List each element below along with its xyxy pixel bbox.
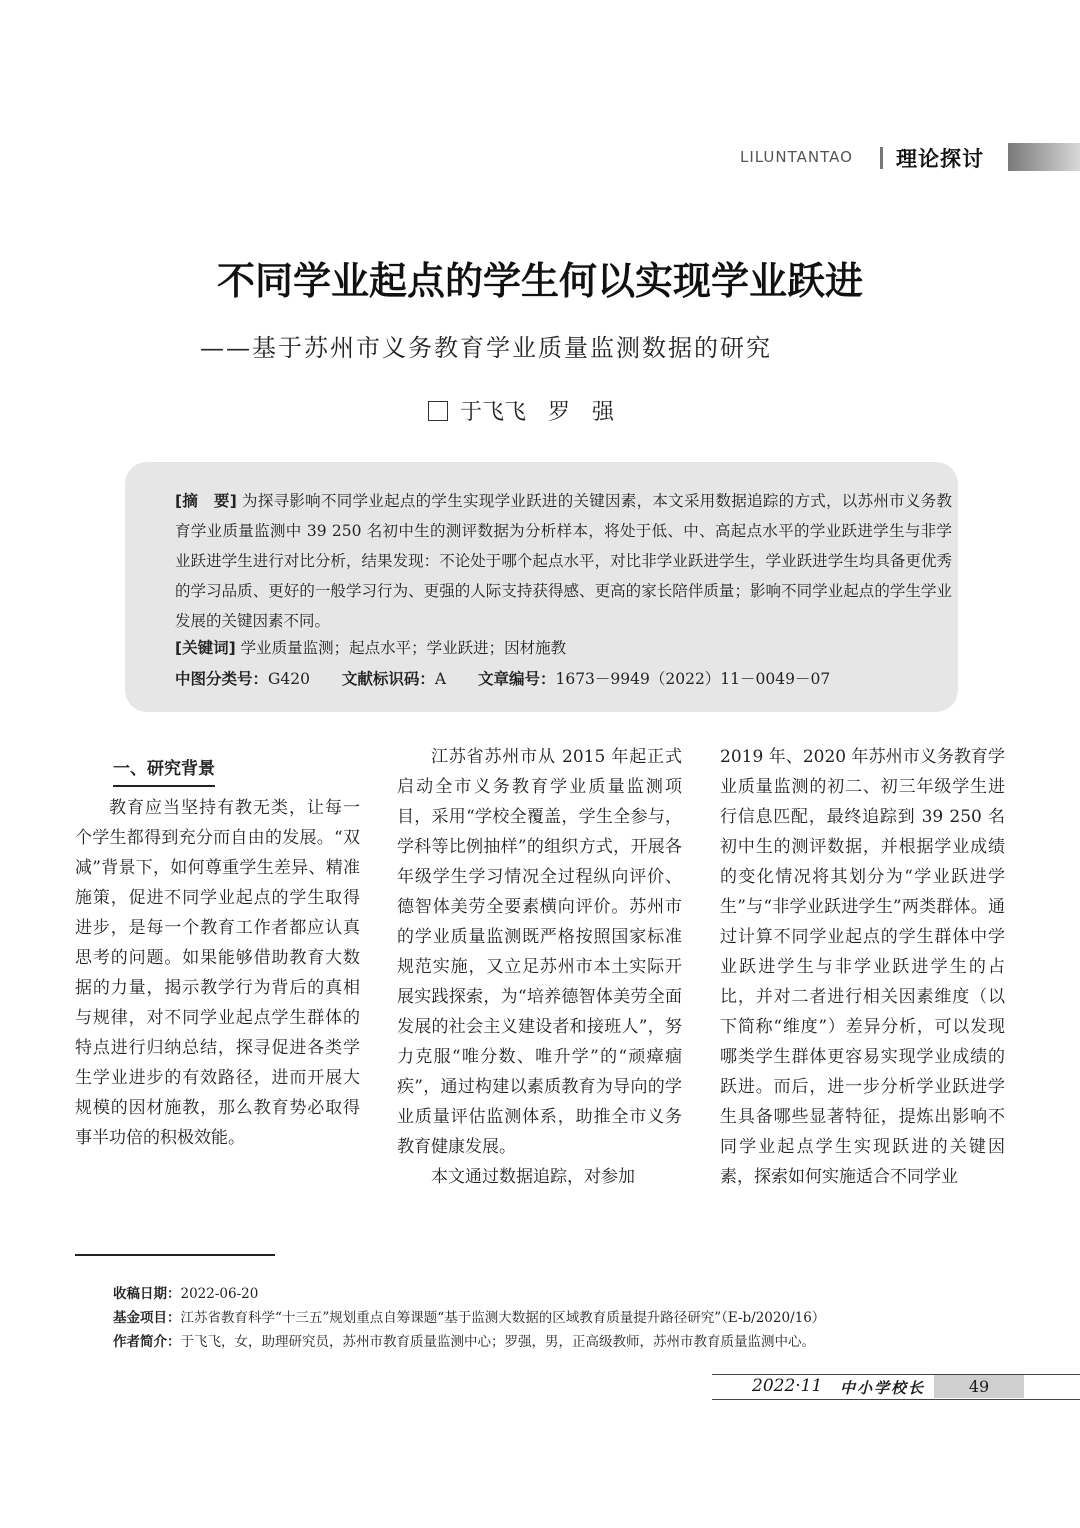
author-box-icon — [428, 401, 448, 421]
running-header — [740, 143, 1080, 173]
header-divider — [880, 147, 883, 169]
abstract — [137, 486, 952, 636]
author-info-text: 于飞飞，女，助理研究员，苏州市教育质量监测中心；罗强，男，正高级教师，苏州市教育质量监测中心。 — [180, 1334, 815, 1350]
author-info-label: 作者简介： — [113, 1334, 181, 1350]
column-1 — [75, 742, 360, 1153]
received-label: 收稿日期： — [113, 1286, 181, 1302]
journal-name: 中小学校长 — [840, 1379, 926, 1397]
footnote-author — [113, 1330, 815, 1350]
authors-line — [428, 395, 614, 426]
issue-number: 2022·11 — [752, 1376, 823, 1396]
paragraph: 2019 年、2020 年苏州市义务教育学业质量监测的初二、初三年级学生进行信息匹配，最终追踪到 39 250 名初中生的测评数据，并根据学业成绩的变化情况将其划分为“学业跃进学生”与“非学业跃进学生”两类群体。通过计算不同学业起点的学生群体中学业跃进学生与非学业跃进学生的占比，并对二者进行相关因素维度（以下简称“维度”）差异分析，可以发现哪类学生群体更容易实现学业成绩的跃进。而后，进一步分析学业跃进学生具备哪些显著特征，提炼出影响不同学业起点学生实现跃进的关键因素，探索如何实施适合不同学业 — [720, 747, 1005, 1187]
author-names: 于飞飞 罗 强 — [460, 400, 615, 425]
received-date: 2022-06-20 — [180, 1286, 259, 1302]
doc-code-label: 文献标识码： — [341, 670, 435, 688]
section-name-cn: 理论探讨 — [896, 147, 984, 171]
article-subtitle: ——基于苏州市义务教育学业质量监测数据的研究 — [200, 334, 772, 362]
keywords-line — [175, 636, 566, 658]
column-2 — [397, 742, 682, 1192]
doc-code-value: A — [434, 670, 447, 688]
footnote-rule — [75, 1254, 275, 1256]
paragraph: 教育应当坚持有教无类，让每一个学生都得到充分而自由的发展。“双减”背景下，如何尊重学生差异、精准施策，促进不同学业起点的学生取得进步，是每一个教育工作者都应认真思考的问题。如果能够借助教育大数据的力量，揭示教学行为背后的真相与规律，对不同学业起点学生群体的特点进行归纳总结，探寻促进各类学生学业进步的有效路径，进而开展大规模的因材施教，那么教育势必取得事半功倍的积极效能。 — [75, 798, 360, 1148]
footnote-received — [113, 1282, 258, 1302]
fund-text: 江苏省教育科学“十三五”规划重点自筹课题“基于监测大数据的区域教育质量提升路径研究”（E-b/2020/16） — [180, 1310, 826, 1326]
paragraph: 本文通过数据追踪，对参加 — [431, 1167, 635, 1187]
section-heading: 一、研究背景 — [113, 754, 215, 787]
clc-label: 中图分类号： — [175, 670, 269, 688]
clc-value: G420 — [268, 670, 310, 688]
section-name-en: LILUNTANTAO — [740, 148, 853, 166]
article-title: 不同学业起点的学生何以实现学业跃进 — [216, 259, 863, 303]
keywords-label: [关键词] — [175, 639, 236, 657]
keywords: 学业质量监测；起点水平；学业跃进；因材施教 — [240, 639, 567, 657]
page-number: 49 — [934, 1375, 1024, 1398]
article-no-label: 文章编号： — [477, 670, 556, 688]
paragraph: 江苏省苏州市从 2015 年起正式启动全市义务教育学业质量监测项目，采用“学校全覆盖，学生全参与，学科等比例抽样”的组织方式，开展各年级学生学习情况全过程纵向评价、德智体美劳全要素横向评价。苏州市的学业质量监测既严格按照国家标准规范实施，又立足苏州市本土实际开展实践探索，为“培养德智体美劳全面发展的社会主义建设者和接班人”，努力克服“唯分数、唯升学”的“顽瘴痼疾”，通过构建以素质教育为导向的学业质量评估监测体系，助推全市义务教育健康发展。 — [397, 747, 682, 1157]
abstract-label: [摘 要] — [175, 492, 237, 510]
footer-rule-top — [712, 1374, 1080, 1375]
footer-rule-bottom — [712, 1399, 1080, 1400]
article-no-value: 1673－9949（2022）11－0049－07 — [555, 670, 831, 688]
classification-line — [175, 667, 830, 689]
footnote-fund — [113, 1306, 825, 1326]
abstract-text: 为探寻影响不同学业起点的学生实现学业跃进的关键因素，本文采用数据追踪的方式，以苏州市义务教育学业质量监测中 39 250 名初中生的测评数据为分析样本，将处于低、中、高起点水平的学业跃进学生与非学业跃进学生进行对比分析，结果发现：不论处于哪个起点水平，对比非学业跃进学生，学业跃进学生均具备更优秀的学习品质、更好的一般学习行为、更强的人际支持获得感、更高的家长陪伴质量；影响不同学业起点的学生学业发展的关键因素不同。 — [175, 492, 952, 630]
fund-label: 基金项目： — [113, 1310, 181, 1326]
header-gradient-bar — [1008, 143, 1080, 171]
column-3 — [720, 742, 1005, 1192]
page-footer — [712, 1374, 1080, 1399]
